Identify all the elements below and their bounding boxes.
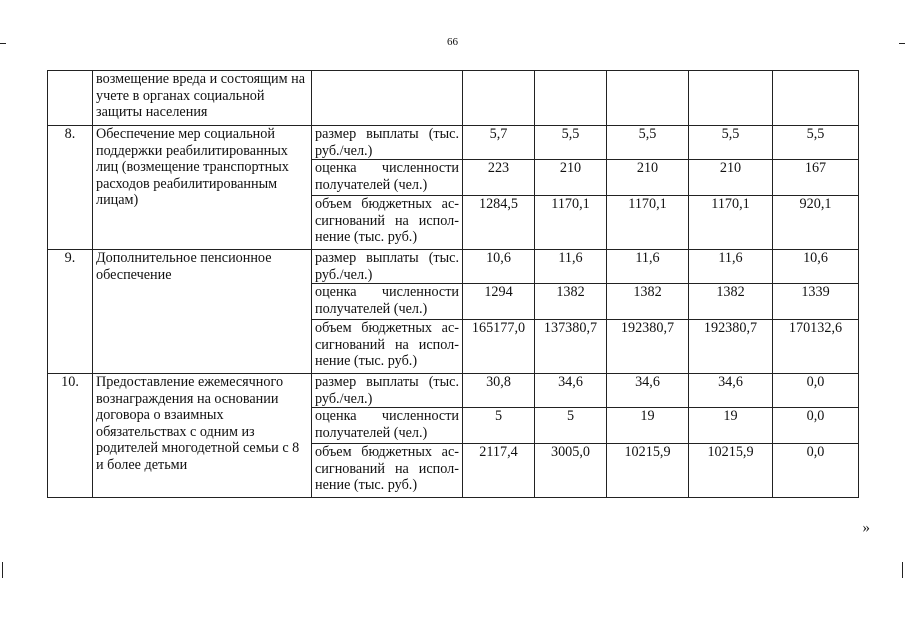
indicator-line: нение (тыс. руб.) (315, 477, 418, 493)
value-cell: 165177,0 (463, 320, 535, 374)
indicator-line: получателей (чел.) (315, 300, 428, 317)
value-cell: 223 (463, 160, 535, 196)
value-cell: 5,5 (689, 126, 773, 160)
indicator-cell (312, 126, 463, 160)
value-cell (535, 71, 607, 126)
value-cell: 11,6 (535, 250, 607, 284)
value-cell: 1284,5 (463, 196, 535, 250)
value-cell: 5 (535, 408, 607, 444)
value-cell: 3005,0 (535, 444, 607, 498)
indicator-cell (312, 284, 463, 320)
value-cell: 920,1 (773, 196, 859, 250)
value-cell: 5,5 (773, 126, 859, 160)
value-cell (607, 71, 689, 126)
indicator-cell (312, 250, 463, 284)
indicator-line: руб./чел.) (315, 390, 373, 407)
indicator-line: размер выплаты (тыс. (315, 126, 459, 142)
closing-quote: » (862, 520, 870, 536)
row-number-cell (48, 71, 93, 126)
value-cell: 210 (535, 160, 607, 196)
indicator-line: объем бюджетных ас- (315, 320, 459, 336)
indicator-line: оценка численности (315, 160, 459, 176)
value-cell: 19 (607, 408, 689, 444)
value-cell: 1170,1 (689, 196, 773, 250)
value-cell: 1382 (607, 284, 689, 320)
indicator-line: размер выплаты (тыс. (315, 374, 459, 390)
table-body (48, 71, 859, 498)
value-cell: 0,0 (773, 374, 859, 408)
value-cell: 11,6 (689, 250, 773, 284)
indicator-line: сигнований на испол- (315, 212, 459, 229)
value-cell: 30,8 (463, 374, 535, 408)
value-cell: 1382 (689, 284, 773, 320)
value-cell: 1382 (535, 284, 607, 320)
value-cell: 5,5 (607, 126, 689, 160)
row-name-cell: Дополнительное пенсионное обеспечение (93, 250, 312, 374)
value-cell: 10215,9 (689, 444, 773, 498)
indicator-line: размер выплаты (тыс. (315, 250, 459, 266)
value-cell: 5,5 (535, 126, 607, 160)
indicator-line: оценка численности (315, 408, 459, 424)
budget-table (47, 70, 859, 498)
table-row (48, 250, 859, 284)
table-row-continuation (48, 71, 859, 126)
value-cell: 1339 (773, 284, 859, 320)
value-cell: 34,6 (689, 374, 773, 408)
row-number-cell: 8. (48, 126, 93, 250)
value-cell: 210 (607, 160, 689, 196)
indicator-line: нение (тыс. руб.) (315, 353, 418, 369)
page-number: 66 (447, 36, 458, 48)
value-cell: 192380,7 (607, 320, 689, 374)
indicator-cell (312, 196, 463, 250)
value-cell: 0,0 (773, 408, 859, 444)
left-scan-mark-top (0, 43, 6, 44)
value-cell (689, 71, 773, 126)
row-name-cell: Обеспечение мер социальной поддержки реабилитированных лиц (возмещение транспортных расходов реабилитированным лицам) (93, 126, 312, 250)
value-cell: 137380,7 (535, 320, 607, 374)
indicator-line: руб./чел.) (315, 266, 373, 283)
value-cell: 10,6 (773, 250, 859, 284)
row-number-cell: 10. (48, 374, 93, 498)
value-cell (463, 71, 535, 126)
value-cell: 34,6 (535, 374, 607, 408)
right-scan-mark-top (899, 43, 905, 44)
value-cell: 1294 (463, 284, 535, 320)
indicator-line: нение (тыс. руб.) (315, 229, 418, 245)
value-cell: 19 (689, 408, 773, 444)
right-scan-mark-bottom (902, 562, 903, 578)
row-name-cell: Предоставление ежемесячного вознаграждения на основании договора о взаимных обязательствах с одним из родителей многодетной семьи с 8 и более детьми (93, 374, 312, 498)
table-row (48, 374, 859, 408)
indicator-line: оценка численности (315, 284, 459, 300)
value-cell: 5,7 (463, 126, 535, 160)
value-cell (773, 71, 859, 126)
value-cell: 167 (773, 160, 859, 196)
value-cell: 210 (689, 160, 773, 196)
row-number-cell: 9. (48, 250, 93, 374)
value-cell: 10215,9 (607, 444, 689, 498)
indicator-line: получателей (чел.) (315, 424, 428, 441)
indicator-line: получателей (чел.) (315, 176, 428, 193)
value-cell: 170132,6 (773, 320, 859, 374)
indicator-cell (312, 320, 463, 374)
value-cell: 1170,1 (535, 196, 607, 250)
left-scan-mark-bottom (2, 562, 3, 578)
indicator-cell (312, 408, 463, 444)
indicator-line: объем бюджетных ас- (315, 444, 459, 460)
value-cell: 1170,1 (607, 196, 689, 250)
indicator-cell (312, 71, 463, 126)
indicator-line: сигнований на испол- (315, 460, 459, 477)
indicator-cell (312, 374, 463, 408)
value-cell: 192380,7 (689, 320, 773, 374)
indicator-line: руб./чел.) (315, 142, 373, 159)
row-name-cell: возмещение вреда и состоящим на учете в органах социальной защиты населения (93, 71, 312, 126)
indicator-cell (312, 444, 463, 498)
value-cell: 11,6 (607, 250, 689, 284)
value-cell: 10,6 (463, 250, 535, 284)
indicator-line: сигнований на испол- (315, 336, 459, 353)
indicator-line: объем бюджетных ас- (315, 196, 459, 212)
value-cell: 34,6 (607, 374, 689, 408)
indicator-cell (312, 160, 463, 196)
table-row (48, 126, 859, 160)
value-cell: 0,0 (773, 444, 859, 498)
value-cell: 2117,4 (463, 444, 535, 498)
value-cell: 5 (463, 408, 535, 444)
